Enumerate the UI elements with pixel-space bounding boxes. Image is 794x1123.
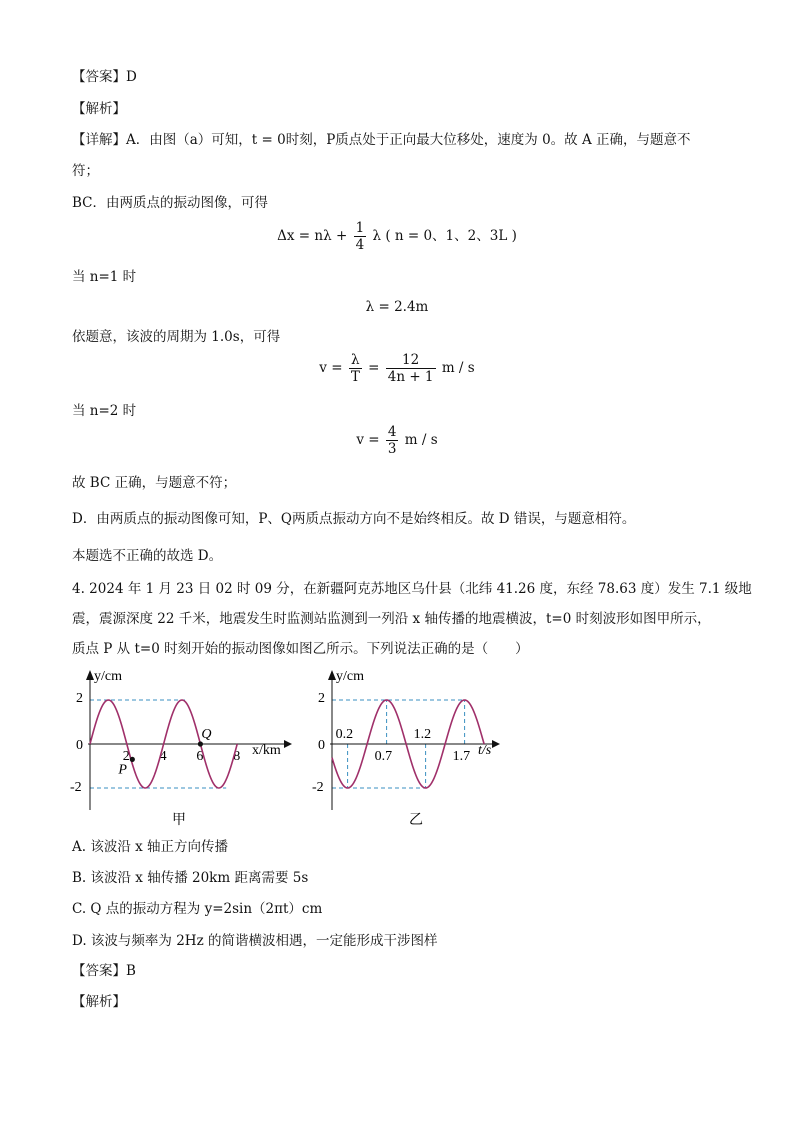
vibration-graph-yi	[306, 662, 506, 832]
bc-conclusion: 故 BC 正确，与题意不符；	[72, 475, 237, 491]
jia-x-tick: 8	[233, 749, 241, 764]
equation-4	[0, 424, 794, 457]
yi-x-arrow	[492, 740, 500, 748]
answer2-line	[72, 962, 136, 980]
eq4-num: 4	[387, 424, 397, 440]
eq4-fraction	[386, 424, 399, 457]
jia-x-tick: 6	[196, 749, 204, 764]
eq4-unit: m / s	[404, 432, 438, 448]
bc-intro: BC．由两质点的振动图像，可得	[72, 195, 269, 211]
eq3-den2: 4n + 1	[387, 369, 434, 385]
eq3-fraction-1	[349, 352, 362, 385]
point-p-marker	[130, 757, 135, 762]
eq3-unit: m / s	[441, 360, 475, 376]
jia-x-arrow	[284, 740, 292, 748]
option-a: A. 该波沿 x 轴正方向传播	[72, 839, 229, 855]
equation-1	[0, 220, 794, 253]
eq1-numerator: 1	[355, 220, 365, 236]
jia-x-label: x/km	[252, 743, 281, 758]
yi-caption: 乙	[409, 813, 423, 828]
wave-graph-jia	[60, 662, 300, 832]
jia-y-tick-bottom: -2	[70, 780, 82, 795]
yi-x-tick: 0.2	[335, 727, 354, 742]
point-q-label: Q	[201, 727, 212, 742]
yi-x-tick: 1.2	[413, 727, 432, 742]
eq1-left: Δx = nλ +	[277, 228, 348, 244]
equation-3	[0, 352, 794, 385]
when-n2: 当 n=2 时	[72, 403, 137, 419]
answer2-value: B	[126, 963, 136, 979]
detail-line-1	[72, 131, 691, 149]
eq3-equals: =	[368, 360, 380, 376]
eq3-den1: T	[350, 369, 360, 385]
eq1-fraction	[354, 220, 367, 253]
option-b: B. 该波沿 x 轴传播 20km 距离需要 5s	[72, 870, 309, 886]
when-n1: 当 n=1 时	[72, 269, 137, 285]
eq3-lhs: v =	[319, 360, 343, 376]
yi-x-label: t/s	[478, 743, 492, 758]
jia-y-tick-zero: 0	[76, 738, 83, 753]
eq4-lhs: v =	[356, 432, 380, 448]
detail-line-2: 符；	[72, 163, 99, 179]
yi-y-tick-bottom: -2	[312, 780, 324, 795]
d-explanation: D．由两质点的振动图像可知，P、Q两质点振动方向不是始终相反。故 D 错误，与题意相符。	[72, 511, 636, 527]
yi-x-tick: 0.7	[374, 749, 393, 764]
jia-y-tick-top: 2	[76, 691, 83, 706]
jia-y-label: y/cm	[94, 669, 122, 684]
option-d: D. 该波与频率为 2Hz 的简谐横波相遇，一定能形成干涉图样	[72, 933, 438, 949]
analysis-tag: 【解析】	[72, 101, 126, 117]
eq4-den: 3	[387, 441, 397, 457]
jia-y-arrow	[86, 670, 94, 680]
yi-y-tick-zero: 0	[318, 738, 325, 753]
jia-x-tick: 2	[122, 749, 130, 764]
detail-text-1: A．由图（a）可知，t = 0时刻，P质点处于正向最大位移处，速度为 0。故 A 正确，与题意不	[126, 132, 691, 148]
question4-line-1: 4. 2024 年 1 月 23 日 02 时 09 分，在新疆阿克苏地区乌什县（北纬 41.26 度，东经 78.63 度）发生 7.1 级地	[72, 581, 752, 597]
jia-caption: 甲	[172, 813, 186, 828]
eq3-num2: 12	[386, 352, 436, 369]
answer-tag: 【答案】	[72, 69, 126, 85]
question4-line-3: 质点 P 从 t=0 时刻开始的振动图像如图乙所示。下列说法正确的是（ ）	[72, 641, 529, 657]
eq1-right: λ ( n = 0、1、2、3L )	[372, 228, 517, 244]
yi-y-tick-top: 2	[318, 691, 325, 706]
equation-2: λ = 2.4m	[365, 299, 429, 315]
point-q-marker	[198, 741, 203, 746]
yi-y-label: y/cm	[336, 669, 364, 684]
point-p-label: P	[118, 762, 127, 778]
yi-x-tick: 1.7	[452, 749, 471, 764]
analysis2-tag: 【解析】	[72, 994, 126, 1010]
answer-line	[72, 68, 137, 86]
eq3-fraction-2	[386, 352, 436, 385]
question4-line-2: 震，震源深度 22 千米，地震发生时监测站监测到一列沿 x 轴传播的地震横波，t=0 时刻波形如图甲所示，	[72, 611, 711, 627]
eq3-num1: λ	[349, 352, 362, 369]
answer2-tag: 【答案】	[72, 963, 126, 979]
period-line: 依题意，该波的周期为 1.0s，可得	[72, 329, 281, 345]
eq1-denominator: 4	[355, 237, 365, 253]
jia-x-tick: 4	[159, 749, 167, 764]
detail-tag: 【详解】	[72, 132, 126, 148]
yi-y-arrow	[328, 670, 336, 680]
option-c: C. Q 点的振动方程为 y=2sin（2πt）cm	[72, 901, 323, 917]
final-answer-note: 本题选不正确的故选 D。	[72, 548, 223, 564]
answer-value: D	[126, 69, 137, 85]
